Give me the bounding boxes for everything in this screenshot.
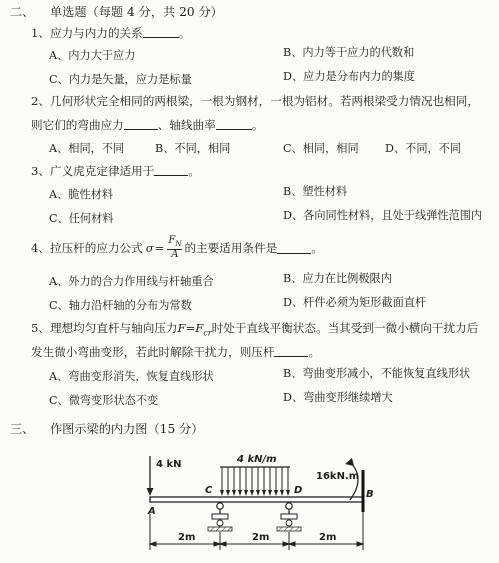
section-2-number: 二、	[10, 5, 35, 19]
dimension-lines	[150, 512, 363, 550]
point-d-label: D	[294, 485, 303, 496]
q4-option-b: B、应力在比例极限内	[283, 272, 392, 285]
equals-sign: =	[154, 241, 165, 255]
question-2-line-1: 2、几何形状完全相同的两根梁，一根为钢材，一根为铝材。若两根梁受力情况也相同，	[31, 94, 479, 108]
q4-option-a: A、外力的合力作用线与杆轴重合	[49, 275, 214, 288]
q2-option-a: A、相同，不同	[49, 142, 125, 155]
q3-option-b: B、塑性材料	[283, 185, 348, 198]
q5-option-c: C、微弯变形状态不变	[49, 394, 159, 407]
point-load-arrow	[147, 456, 154, 496]
question-5-text: 5、理想均匀直杆与轴向压力	[31, 321, 178, 335]
section-2-title: 单选题（每题 4 分，共 20 分）	[50, 5, 223, 19]
question-3-text: 3、广义虎克定律适用于	[31, 164, 155, 178]
force-subscript: N	[175, 240, 182, 248]
question-5-text-c: 发生微小弯曲变形，若此时解除干扰力，则压杆	[31, 345, 275, 359]
critical-subscript: cr	[203, 328, 212, 338]
question-4-text-b: 的主要适用条件是	[184, 241, 278, 255]
moment-label: 16kN.m	[316, 471, 360, 482]
point-a-label: A	[148, 506, 156, 517]
equals-sign: =	[185, 321, 196, 335]
point-load-label: 4 kN	[156, 459, 182, 470]
question-4-end: 。	[311, 241, 323, 255]
distributed-load	[220, 467, 290, 496]
section-3-number: 三、	[10, 422, 35, 436]
q2-option-b: B、不同，相同	[155, 142, 231, 155]
distributed-load-label: 4 kN/m	[237, 454, 277, 465]
beam	[150, 497, 363, 502]
q2-option-d: D、不同，不同	[385, 142, 462, 155]
q3-option-c: C、任何材料	[49, 212, 114, 225]
q1-option-a: A、内力大于应力	[49, 49, 136, 62]
pin-support-d	[277, 503, 301, 531]
q1-option-c: C、内力是矢量，应力是标量	[49, 73, 192, 86]
q3-option-d: D、各向同性材料，且处于线弹性范围内	[283, 209, 483, 222]
q4-option-c: C、轴力沿杆轴的分布为常数	[49, 299, 192, 312]
point-b-label: B	[366, 489, 374, 500]
q5-option-a: A、弯曲变形消失，恢复直线形状	[49, 370, 214, 383]
dimension-label-cd: 2m	[252, 532, 270, 543]
force-symbol: F	[168, 235, 176, 246]
q3-option-a: A、脆性材料	[49, 188, 114, 201]
question-1-end: 。	[178, 26, 191, 40]
q1-option-b: B、内力等于应力的代数和	[283, 46, 415, 59]
q1-option-d: D、应力是分布内力的集度	[283, 70, 416, 83]
section-3-title: 作图示梁的内力图（15 分）	[50, 422, 204, 436]
fraction-denominator: A	[171, 249, 179, 260]
force-symbol: F	[177, 321, 186, 335]
q5-option-b: B、弯曲变形减小，不能恢复直线形状	[283, 367, 471, 380]
q5-option-d: D、弯曲变形继续增大	[283, 391, 393, 404]
question-2-end: 。	[251, 118, 264, 132]
q4-option-d: D、杆件必须为矩形截面直杆	[283, 296, 427, 309]
dimension-label-ac: 2m	[178, 532, 196, 543]
question-4-text: 4、拉压杆的应力公式	[31, 241, 143, 255]
dimension-label-db: 2m	[319, 532, 337, 543]
question-5-end: 。	[308, 345, 321, 359]
q2-option-c: C、相同，相同	[283, 142, 359, 155]
question-2-text-b: 、轴线曲率	[157, 118, 216, 132]
question-2-text-a: 则它们的弯曲应力	[31, 118, 124, 132]
critical-force-symbol: F	[195, 321, 204, 335]
question-5-text-b: 时处于直线平衡状态。当其受到一微小横向干扰力后	[211, 321, 479, 335]
pin-support-c	[208, 503, 232, 531]
question-3-end: 。	[188, 164, 200, 178]
question-1-text: 1、应力与内力的关系	[31, 26, 143, 40]
sigma-symbol: σ	[145, 241, 154, 255]
point-c-label: C	[205, 485, 213, 496]
